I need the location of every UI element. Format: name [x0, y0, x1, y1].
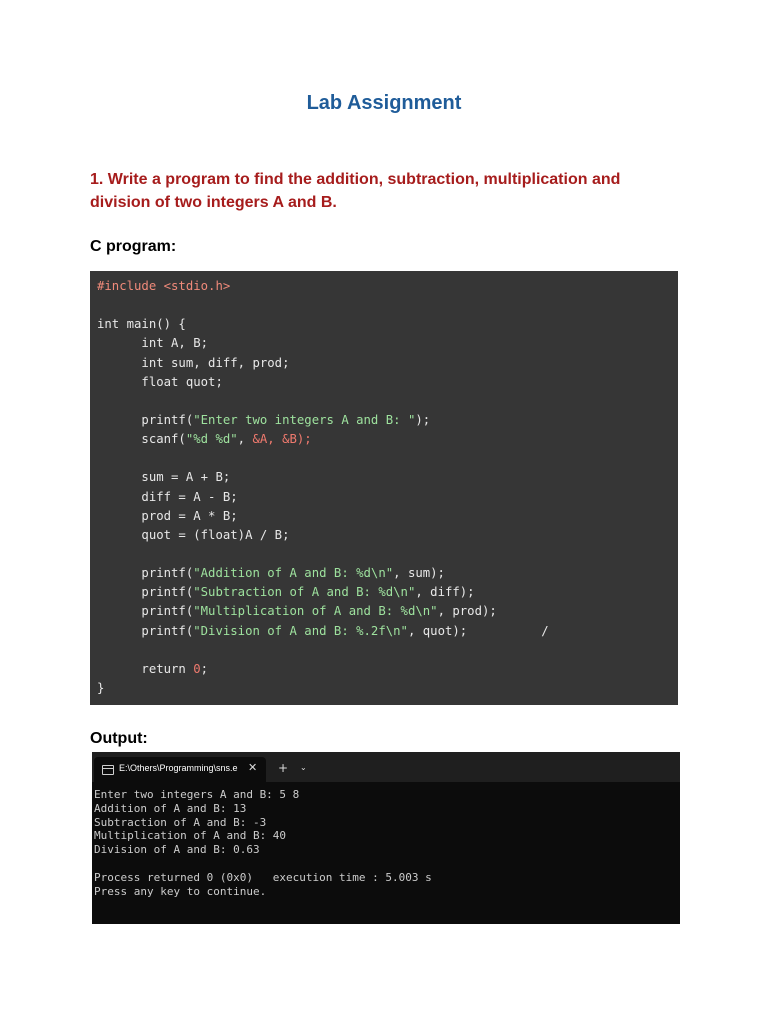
close-icon[interactable]: ✕	[248, 761, 258, 774]
code-token: );	[415, 412, 431, 427]
code-token: "Subtraction of A and B: %d\n"	[193, 585, 416, 600]
code-line	[97, 277, 678, 296]
code-token: int A, B;	[97, 336, 209, 351]
code-token: , diff);	[415, 585, 475, 600]
terminal-line: Enter two integers A and B: 5 8	[94, 788, 300, 801]
question-text	[90, 168, 690, 214]
code-token: printf(	[97, 623, 194, 638]
chevron-down-icon[interactable]: ⌄	[300, 763, 307, 772]
code-token: "%d %d"	[185, 432, 238, 447]
code-token: prod = A * B;	[97, 508, 238, 523]
code-line	[97, 449, 678, 468]
code-token: }	[97, 680, 105, 695]
code-line	[97, 315, 678, 334]
terminal-line: Multiplication of A and B: 40	[94, 829, 287, 843]
code-line	[97, 679, 678, 698]
code-line	[97, 545, 678, 564]
code-token: printf(	[97, 585, 194, 600]
code-token: scanf(	[97, 432, 186, 447]
code-line	[97, 373, 678, 392]
code-token: return	[97, 661, 194, 676]
code-line	[97, 583, 678, 602]
code-token: float quot;	[97, 374, 223, 389]
terminal-icon	[102, 765, 114, 775]
code-line	[97, 507, 678, 526]
code-token: "Multiplication of A and B: %d\n"	[193, 604, 438, 619]
code-line	[97, 622, 678, 641]
code-token: ;	[200, 661, 209, 676]
code-token: #include <stdio.h>	[97, 279, 231, 293]
terminal-tab-bar	[92, 752, 680, 782]
code-token: int main() {	[97, 317, 186, 332]
code-line	[97, 641, 678, 660]
code-token: &A, &B);	[252, 432, 312, 447]
page-title: Lab Assignment	[306, 92, 462, 114]
new-tab-icon[interactable]: +	[278, 761, 289, 775]
code-line	[97, 430, 678, 449]
code-heading: C program:	[90, 238, 177, 255]
code-line	[97, 411, 678, 430]
code-token: ,	[237, 432, 253, 447]
code-token: , sum);	[393, 566, 445, 581]
terminal-output	[94, 788, 432, 898]
terminal-line: Process returned 0 (0x0) execution time : 5.003 s	[94, 870, 432, 884]
terminal-tab[interactable]	[94, 757, 266, 782]
code-token: "Enter two integers A and B: "	[193, 412, 416, 427]
code-block	[90, 271, 678, 705]
question-line: 1. Write a program to find the addition, subtraction, multiplication and	[90, 171, 621, 188]
code-line	[97, 296, 678, 315]
code-token: "Division of A and B: %.2f\n"	[193, 623, 408, 638]
code-line	[97, 564, 678, 583]
terminal-line: Press any key to continue.	[94, 884, 267, 898]
terminal-window	[92, 752, 680, 924]
output-heading: Output:	[90, 730, 148, 747]
code-line	[97, 468, 678, 487]
code-token: int sum, diff, prod;	[97, 355, 290, 370]
code-line	[97, 392, 678, 411]
terminal-tab-title: E:\Others\Programming\sns.e	[119, 763, 238, 773]
code-token: 0	[193, 661, 201, 676]
code-line	[97, 526, 678, 545]
code-token: , prod);	[437, 604, 497, 619]
code-token: diff = A - B;	[97, 489, 238, 504]
code-token: printf(	[97, 412, 194, 427]
code-line	[97, 354, 678, 373]
terminal-line: Addition of A and B: 13	[94, 801, 247, 815]
code-token: printf(	[97, 566, 194, 581]
code-line	[97, 488, 678, 507]
code-token: quot = (float)A / B;	[97, 527, 290, 542]
code-token: printf(	[97, 604, 194, 619]
code-token: "Addition of A and B: %d\n"	[193, 566, 394, 581]
question-line: division of two integers A and B.	[90, 194, 337, 211]
terminal-line	[94, 857, 432, 871]
code-line	[97, 602, 678, 621]
code-line	[97, 334, 678, 353]
code-token: sum = A + B;	[97, 470, 231, 485]
terminal-line: Subtraction of A and B: -3	[94, 815, 267, 829]
code-line	[97, 660, 678, 679]
terminal-line: Division of A and B: 0.63	[94, 843, 260, 857]
code-token: , quot); /	[407, 623, 549, 638]
